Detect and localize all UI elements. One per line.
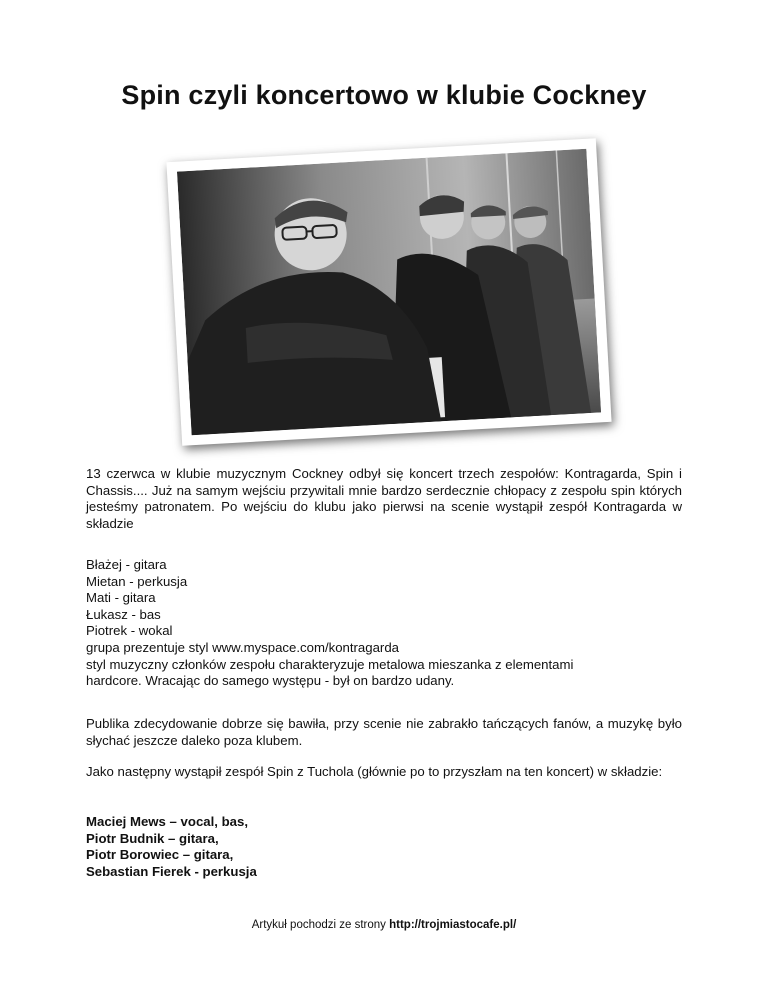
lineup-line: Mietan - perkusja	[86, 573, 188, 589]
audience-paragraph: Publika zdecydowanie dobrze się bawiła, przy scenie nie zabrakło tańczących fanów, a muzykę było słychać jeszcze daleko poza klubem.	[86, 716, 682, 748]
kontragarda-lineup	[86, 557, 682, 690]
member-line: Sebastian Fierek - perkusja	[86, 863, 257, 879]
intro-paragraph: 13 czerwca w klubie muzycznym Cockney odbył się koncert trzech zespołów: Kontragarda, Spin i Chassis.... Już na samym wejściu przywitali mnie bardzo serdecznie chłopacy z zespołu spin których jesteśmy patronatem. Po wejściu do klubu jako pierwsi na scenie wystąpił zespół Kontragarda w składzie	[86, 466, 682, 531]
member-line: Piotr Budnik – gitara,	[86, 830, 219, 846]
member-line: Maciej Mews – vocal, bas,	[86, 814, 248, 829]
lineup-line: Błażej - gitara	[86, 557, 167, 572]
photo-frame	[166, 138, 611, 446]
spin-members-list	[86, 814, 682, 880]
lineup-line: Mati - gitara	[86, 590, 156, 606]
article-title: Spin czyli koncertowo w klubie Cockney	[121, 80, 647, 110]
lineup-line: Łukasz - bas	[86, 606, 161, 622]
footer-prefix: Artykuł pochodzi ze strony	[251, 919, 390, 931]
spin-intro-paragraph: Jako następny wystąpił zespół Spin z Tuchola (głównie po to przyszłam na ten koncert) w składzie:	[86, 764, 663, 779]
band-photo	[177, 149, 601, 435]
lineup-line: Piotrek - wokal	[86, 623, 173, 639]
lineup-line: grupa prezentuje styl www.myspace.com/kontragarda	[86, 639, 399, 655]
footer-source	[0, 919, 768, 931]
lineup-line: hardcore. Wracając do samego występu - był on bardzo udany.	[86, 673, 455, 689]
band-photo-container	[162, 140, 622, 450]
lineup-line: styl muzyczny członków zespołu charakteryzuje metalowa mieszanka z elementami	[86, 656, 574, 672]
member-line: Piotr Borowiec – gitara,	[86, 847, 234, 863]
footer-link[interactable]: http://trojmiastocafe.pl/	[389, 919, 517, 931]
